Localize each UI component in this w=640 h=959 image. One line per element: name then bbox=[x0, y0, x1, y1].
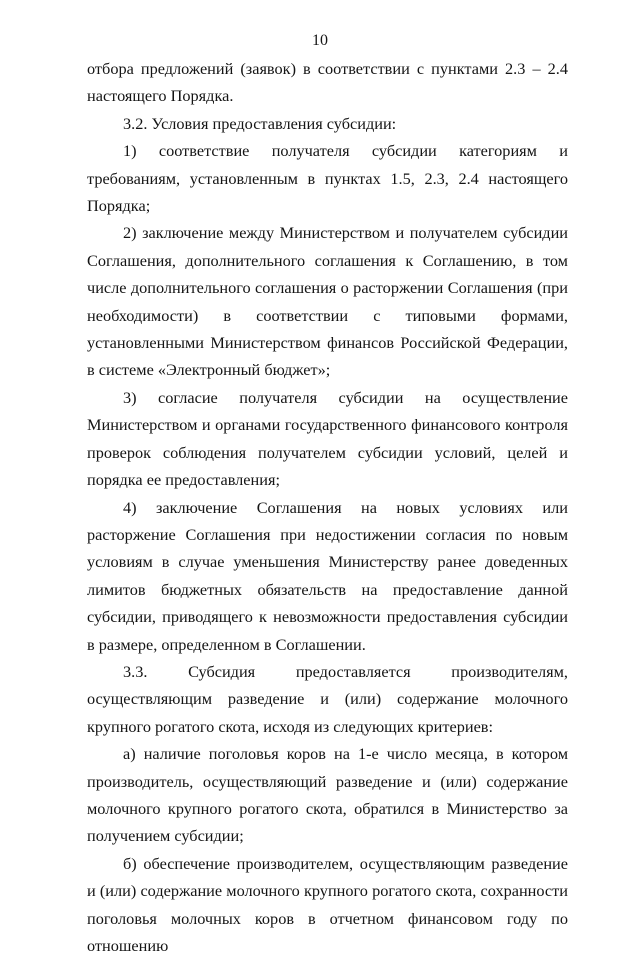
paragraph-section-3-3: 3.3. Субсидия предоставляется производителям, осуществляющим разведение и (или) содержание молочного крупного рогатого скота, исходя из следующих критериев: bbox=[87, 661, 568, 736]
paragraph-condition-2: 2) заключение между Министерством и получателем субсидии Соглашения, дополнительного соглашения к Соглашению, в том числе дополнительного соглашения о расторжении Соглашения (при необходимости) в соответствии с типовыми формами, установленными Министерством финансов Российской Федерации, в системе «Электронный бюджет»; bbox=[87, 223, 568, 380]
paragraph-condition-4: 4) заключение Соглашения на новых условиях или расторжение Соглашения при недостижении согласия по новым условиям в случае уменьшения Министерству ранее доведенных лимитов бюджетных обязательств на предоставление данной субсидии, приводящего к невозможности предоставления субсидии в размере, определенном в Соглашении. bbox=[87, 497, 568, 654]
paragraph-criterion-a: а) наличие поголовья коров на 1-е число месяца, в котором производитель, осуществляющий разведение и (или) содержание молочного крупного рогатого скота, обратился в Министерство за получением субсидии; bbox=[87, 744, 568, 846]
document-body bbox=[87, 55, 568, 959]
paragraph-continuation: отбора предложений (заявок) в соответствии с пунктами 2.3 – 2.4 настоящего Порядка. bbox=[87, 59, 568, 106]
page-number: 10 bbox=[312, 32, 328, 49]
paragraph-criterion-b: б) обеспечение производителем, осуществляющим разведение и (или) содержание молочного крупного рогатого скота, сохранности поголовья молочных коров в отчетном финансовом году по отношению bbox=[87, 853, 568, 955]
paragraph-condition-1: 1) соответствие получателя субсидии категориям и требованиям, установленным в пунктах 1.5, 2.3, 2.4 настоящего Порядка; bbox=[87, 141, 568, 216]
paragraph-section-3-2-heading: 3.2. Условия предоставления субсидии: bbox=[123, 113, 397, 133]
paragraph-condition-3: 3) согласие получателя субсидии на осуществление Министерством и органами государственного финансового контроля проверок соблюдения получателем субсидии условий, целей и порядка ее предоставления; bbox=[87, 387, 568, 490]
